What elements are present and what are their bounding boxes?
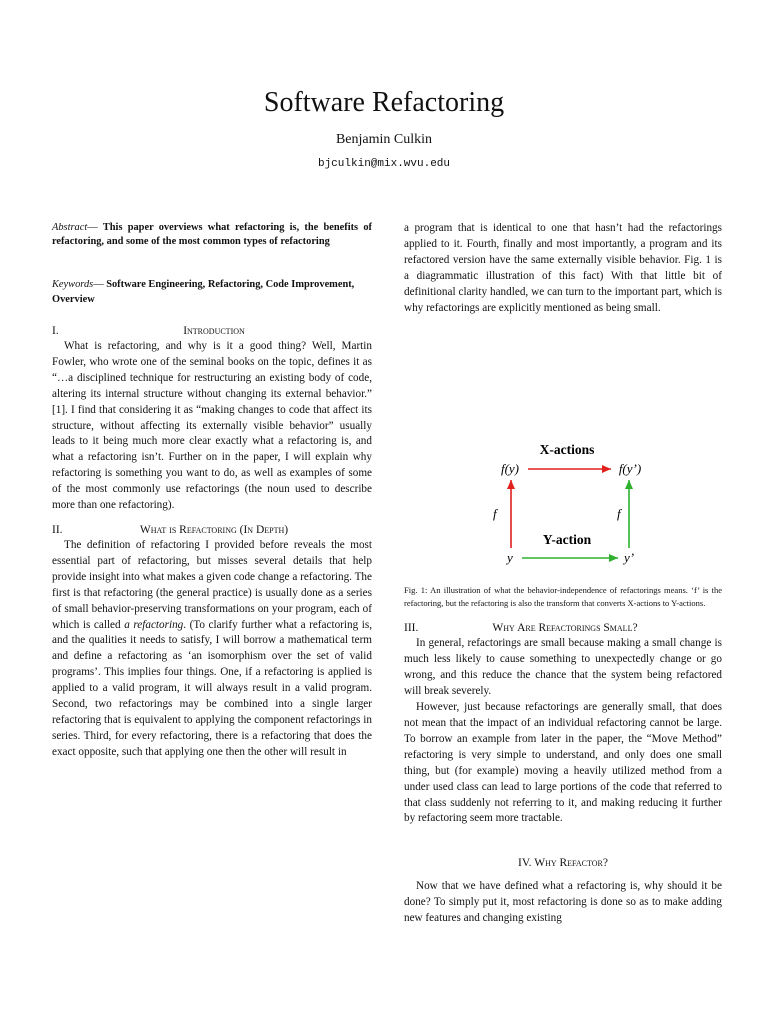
paper-author: Benjamin Culkin <box>335 132 433 147</box>
figure-1-diagram <box>404 320 722 480</box>
left-column <box>52 221 372 761</box>
depth-emphasis: a refactoring <box>124 618 184 631</box>
figure-1 <box>404 320 722 480</box>
depth-text-b: . (To clarify further what a refactoring is, and the qualities it needs to satisfy, I will borrow a mathematical term and define a refactoring as ‘an isomorphism over the set of valid programs’. This implies four things. One, if a refactoring is applied is applied to a valid program, it will always result in a valid program. Second, two refactorings may be combined into a single larger refactoring that is equivalent to applying the component refactorings in series. Third, for every refactoring, there is a refactoring that does the exact opposite, such that applying one then the other will result in <box>52 618 372 758</box>
paper-title: Software Refactoring <box>263 87 505 118</box>
section-number: I. <box>52 325 59 337</box>
y-action-label: Y-action <box>542 532 592 548</box>
section-number: II. <box>52 523 63 536</box>
small-paragraph-2: However, just because refactorings are generally small, that does not mean that the impact of an individual refactoring cannot be large. To borrow an example from later in the paper, the “Move Method” refactoring is very simple to understand, and only does one small thing, but (for example) moving a heavily utilized method from a under used class can lead to large portions of the code that referred to that class suddenly not referring to it, and making reducing it further by refactoring seem more tractable. <box>404 701 722 825</box>
figure-1-caption: Fig. 1: An illustration of what the behavior-independence of refactorings means. ‘f’ is the refactoring, but the refactoring is also the transform that converts X-actions to Y-actions. <box>404 585 722 609</box>
small-paragraph-1: In general, refactorings are small because making a small change is much less likely to cause something to unexpectedly change or go wrong, and this reduce the chance that the system being refactored will break severely. <box>404 637 722 698</box>
section-title: Why Are Refactorings Small? <box>492 622 638 635</box>
section-heading-in-depth <box>52 522 372 538</box>
depth-text-a: The definition of refactoring I provided before reveals the most essential part of refactoring, but misses several details that help provide insight into what makes a given code change a refactoring. The first is that refactoring (the general practice) is usually done as a series of small behavior-preserving transformations on your program, each of which is called <box>52 538 372 631</box>
section-heading-introduction <box>52 323 372 339</box>
section-heading-why <box>404 855 722 871</box>
intro-paragraph: What is refactoring, and why is it a good thing? Well, Martin Fowler, who wrote one of the seminal books on the topic, defines it as “…a disciplined technique for restructuring an existing body of code, altering its internal structure without changing its external behavior.” [1]. I find that considering it as “making changes to code that affect its structure, without affecting its externally visible behavior” usually leads to it being much more clear exactly what a refactoring is, and what a refactoring isn’t. Further on in the paper, I will explain why refactoring is something you want to do, as well as examples of some of the most commonly use refactorings (the noun used to describe more than one refactoring). <box>52 340 372 512</box>
keywords-label: Keywords <box>52 279 94 290</box>
yp-label: y’ <box>624 550 635 566</box>
fy-label: f(y) <box>500 461 520 477</box>
right-f-label: f <box>617 506 621 522</box>
figure-1-diagram-lower <box>404 474 722 570</box>
figure-1-lower <box>404 474 722 570</box>
section-title: IV. Why Refactor? <box>518 857 608 870</box>
y-label: y <box>507 550 513 566</box>
section-title: Introduction <box>183 325 245 337</box>
abstract <box>52 221 372 249</box>
abstract-dash: — <box>87 222 103 233</box>
section-number: III. <box>404 622 419 635</box>
right-column <box>404 221 722 927</box>
left-f-label: f <box>493 506 497 522</box>
why-paragraph: Now that we have defined what a refactoring is, why should it be done? To simply put it, most refactoring is done so as to make adding new features and changing existing <box>404 880 722 925</box>
fyp-label: f(y’) <box>618 461 642 477</box>
keywords <box>52 277 372 307</box>
author-email: bjculkin@mix.wvu.edu <box>317 158 451 170</box>
keywords-text: Software Engineering, Refactoring, Code Improvement, Overview <box>52 279 355 305</box>
depth-paragraph <box>52 538 372 761</box>
depth-paragraph-continued: a program that is identical to one that hasn’t had the refactorings applied to it. Fourth, finally and most importantly, a program and its refactored version have the same externally visible behavior. Fig. 1 is a diagrammatic illustration of this fact) With that little bit of definitional clarity handled, we can turn to the important part, which is why refactorings are explicitly mentioned as being small. <box>404 222 722 314</box>
section-title: What is Refactoring (In Depth) <box>139 523 289 536</box>
abstract-text: This paper overviews what refactoring is, the benefits of refactoring, and some of the most common types of refactoring <box>52 222 372 247</box>
x-actions-label: X-actions <box>539 442 595 458</box>
section-heading-small <box>404 620 722 636</box>
keywords-dash: — <box>93 279 107 290</box>
abstract-label: Abstract <box>52 222 88 233</box>
